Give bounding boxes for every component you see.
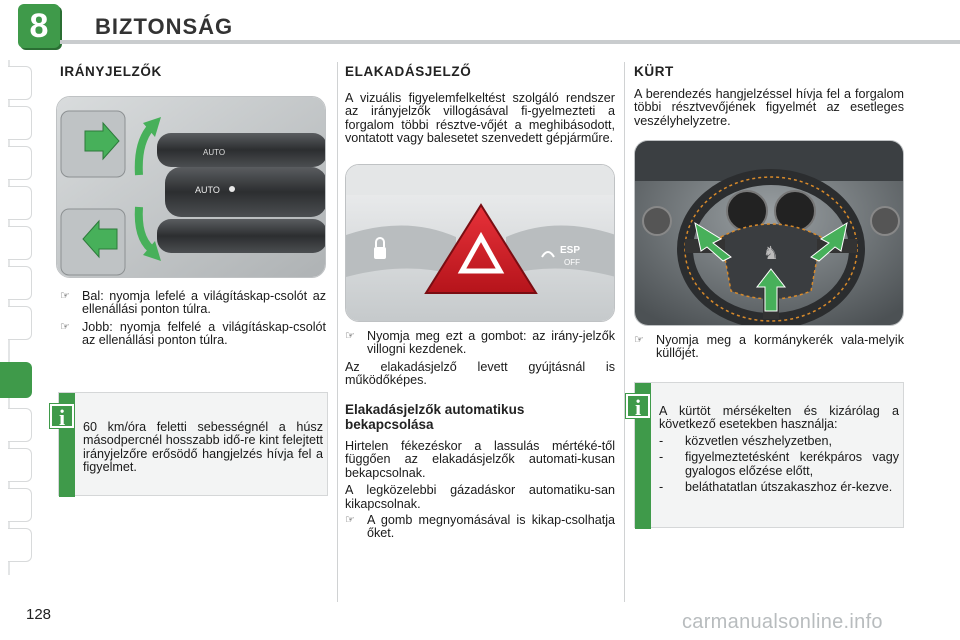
chapter-tabs — [0, 60, 34, 580]
turn-signal-stalk-illustration — [56, 96, 326, 278]
info-icon: i — [50, 404, 74, 428]
svg-text:AUTO: AUTO — [195, 185, 220, 195]
chapter-tab-3[interactable] — [8, 146, 32, 180]
chapter-tab-1[interactable] — [8, 66, 32, 100]
info-text: 60 km/óra feletti sebességnél a húsz másodpercnél hosszabb idő-re kint felejtett irányjelzőre erősödő hangjelzés hívja fel a figyelmet. — [83, 420, 323, 475]
watermark: carmanualsonline.info — [682, 611, 883, 633]
header-rule — [60, 40, 960, 44]
column-divider — [337, 62, 338, 602]
page-title: BIZTONSÁG — [95, 14, 234, 39]
bullet-press-hazard: ☞ Nyomja meg ezt a gombot: az irány-jelzők villogni kezdenek. — [345, 329, 615, 357]
subheading-auto-hazard: Elakadásjelzők automatikus bekapcsolása — [345, 402, 525, 432]
chapter-tab-2[interactable] — [8, 106, 32, 140]
chapter-tab-4[interactable] — [8, 186, 32, 220]
auto-hazard-para1: Hirtelen fékezéskor a lassulás mértéké-től függően az elakadásjelzők automati-kusan bekapcsolnak. — [345, 439, 615, 480]
steering-wheel-illustration — [634, 140, 904, 326]
chapter-tab-5[interactable] — [8, 226, 32, 260]
auto-hazard-para2: A legközelebbi gázadáskor automatiku-san kikapcsolnak. — [345, 483, 615, 511]
bullet-right-signal: ☞ Jobb: nyomja felfelé a világításkap-csolót az ellenállási ponton túlra. — [60, 319, 326, 348]
svg-text:ESP: ESP — [560, 245, 581, 256]
bullet-press-horn: ☞ Nyomja meg a kormánykerék vala-melyik küllőjét. — [634, 333, 904, 361]
horn-intro: A berendezés hangjelzéssel hívja fel a forgalom többi résztvevőjének figyelmét az esetleges veszélyhelyzetre. — [634, 87, 904, 128]
hazard-note: Az elakadásjelző levett gyújtásnál is működőképes. — [345, 359, 615, 388]
bullet-left-signal: ☞ Bal: nyomja lefelé a világításkap-csolót az ellenállási ponton túlra. — [60, 289, 326, 317]
hazard-button-illustration — [345, 164, 615, 322]
section-heading-turn-signals: IRÁNYJELZŐK — [60, 64, 162, 79]
chapter-badge: 8 — [18, 4, 60, 48]
page-number: 128 — [26, 606, 52, 623]
chapter-tab-12[interactable] — [8, 528, 32, 562]
chapter-tab-10[interactable] — [8, 448, 32, 482]
horn-info-intro: A kürtöt mérsékelten és kizárólag a következő esetekben használja: — [659, 404, 899, 432]
info-icon: i — [626, 394, 650, 418]
chapter-tab-6[interactable] — [8, 266, 32, 300]
svg-text:OFF: OFF — [564, 258, 580, 267]
chapter-tab-7[interactable] — [8, 306, 32, 340]
horn-info-item: - figyelmeztetésként kerékpáros vagy gyalogos előzése előtt, — [659, 450, 899, 478]
section-heading-hazard: ELAKADÁSJELZŐ — [345, 64, 472, 79]
info-box-turn-signal — [58, 392, 328, 496]
horn-info-item: - beláthatatlan útszakaszhoz ér-kezve. — [659, 480, 893, 495]
chapter-tab-9[interactable] — [8, 408, 32, 442]
bullet-switch-off: ☞ A gomb megnyomásával is kikap-csolhatja őket. — [345, 513, 615, 541]
hazard-intro: A vizuális figyelemfelkeltést szolgáló rendszer az irányjelzők villogásával fi-gyelmezteti a forgalom többi résztve-vőjét a meghibásodott, vontatott vagy balesetet szenvedett gépjárműre. — [345, 91, 615, 146]
svg-text:AUTO: AUTO — [203, 148, 226, 157]
section-heading-horn: KÜRT — [634, 64, 674, 79]
column-divider — [624, 62, 625, 602]
peugeot-lion-icon: ♞ — [762, 243, 780, 264]
info-box-horn — [634, 382, 904, 528]
chapter-tab-11[interactable] — [8, 488, 32, 522]
chapter-tab-8-active[interactable] — [0, 362, 32, 398]
horn-info-item: - közvetlen vészhelyzetben, — [659, 433, 833, 448]
